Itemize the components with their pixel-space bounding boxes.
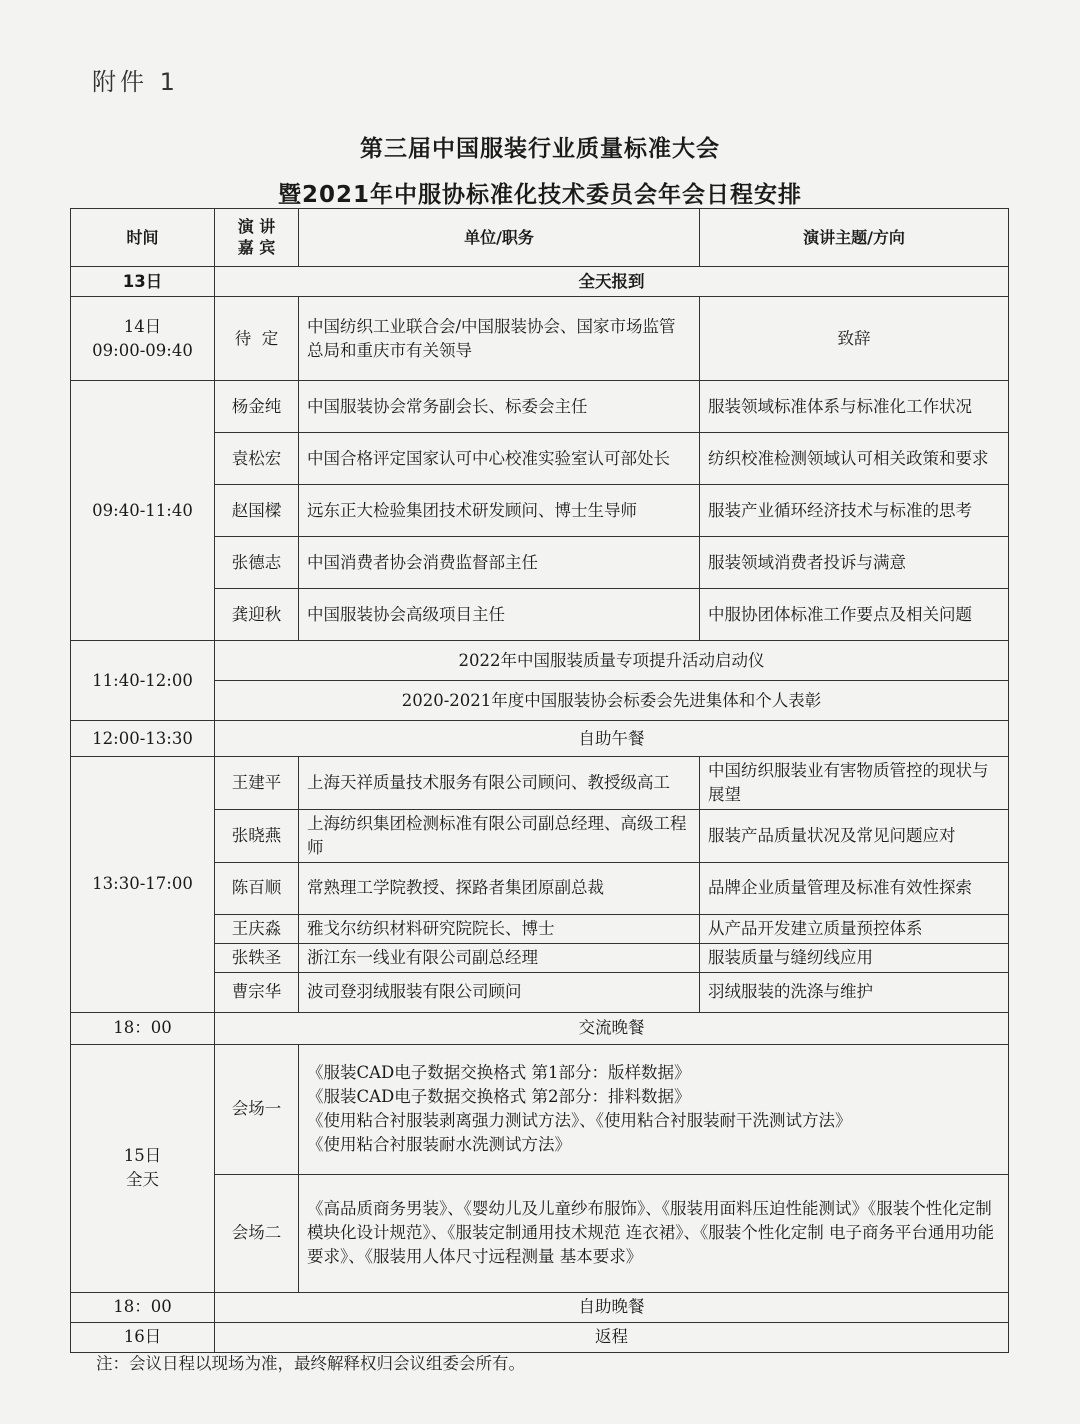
header-org: 单位/职务 <box>299 209 700 267</box>
event-cell: 2020-2021年度中国服装协会标委会先进集体和个人表彰 <box>215 681 1009 721</box>
time-cell: 11:40-12:00 <box>71 641 215 721</box>
standard-item: 《服装CAD电子数据交换格式 第2部分：排料数据》 <box>307 1087 691 1107</box>
event-cell: 返程 <box>215 1322 1009 1352</box>
topic-cell: 服装质量与缝纫线应用 <box>700 943 1009 972</box>
event-cell: 交流晚餐 <box>215 1012 1009 1044</box>
topic-cell: 羽绒服装的洗涤与维护 <box>700 972 1009 1012</box>
topic-cell: 服装领域标准体系与标准化工作状况 <box>700 381 1009 433</box>
venue-cell: 会场一 <box>215 1044 299 1174</box>
header-topic: 演讲主题/方向 <box>700 209 1009 267</box>
schedule-table <box>70 208 1009 1353</box>
topic-cell: 纺织校准检测领域认可相关政策和要求 <box>700 433 1009 485</box>
event-cell: 全天报到 <box>215 267 1009 297</box>
topic-cell: 服装产业循环经济技术与标准的思考 <box>700 485 1009 537</box>
topic-cell: 从产品开发建立质量预控体系 <box>700 914 1009 943</box>
standard-item: 《使用粘合衬服装耐水洗测试方法》 <box>307 1134 571 1154</box>
org-cell: 上海纺织集团检测标准有限公司副总经理、高级工程师 <box>299 809 700 862</box>
topic-cell: 致辞 <box>700 297 1009 381</box>
speaker-cell: 赵国樑 <box>215 485 299 537</box>
speaker-cell: 袁松宏 <box>215 433 299 485</box>
attachment-label: 附件 1 <box>92 68 179 96</box>
event-cell: 2022年中国服装质量专项提升活动启动仪 <box>215 641 1009 681</box>
speaker-cell: 杨金纯 <box>215 381 299 433</box>
document-title-line2: 暨2021年中服协标准化技术委员会年会日程安排 <box>277 182 802 208</box>
speaker-cell: 待 定 <box>215 297 299 381</box>
standard-item: 《使用粘合衬服装剥离强力测试方法》、《使用粘合衬服装耐干洗测试方法》 <box>307 1111 852 1131</box>
speaker-cell: 张晓燕 <box>215 809 299 862</box>
speaker-cell: 张轶圣 <box>215 943 299 972</box>
org-cell: 中国服装协会高级项目主任 <box>299 589 700 641</box>
table-row <box>71 757 1009 810</box>
header-time: 时间 <box>71 209 215 267</box>
speaker-cell: 王庆淼 <box>215 914 299 943</box>
time-cell: 18：00 <box>71 1012 215 1044</box>
venue-cell: 会场二 <box>215 1174 299 1292</box>
org-cell: 波司登羽绒服装有限公司顾问 <box>299 972 700 1012</box>
header-speaker <box>215 209 299 267</box>
org-cell: 上海天祥质量技术服务有限公司顾问、教授级高工 <box>299 757 700 810</box>
org-cell: 中国服装协会常务副会长、标委会主任 <box>299 381 700 433</box>
topic-cell: 中国纺织服装业有害物质管控的现状与展望 <box>700 757 1009 810</box>
org-cell: 中国纺织工业联合会/中国服装协会、国家市场监管总局和重庆市有关领导 <box>299 297 700 381</box>
speaker-cell: 王建平 <box>215 757 299 810</box>
org-cell: 中国合格评定国家认可中心校准实验室认可部处长 <box>299 433 700 485</box>
topic-cell: 品牌企业质量管理及标准有效性探索 <box>700 862 1009 914</box>
table-row <box>71 1012 1009 1044</box>
table-row <box>71 641 1009 681</box>
speaker-cell: 张德志 <box>215 537 299 589</box>
event-cell: 自助晚餐 <box>215 1292 1009 1322</box>
org-cell: 常熟理工学院教授、探路者集团原副总裁 <box>299 862 700 914</box>
header-speaker-line1: 演 讲 <box>237 216 276 236</box>
time-cell: 18：00 <box>71 1292 215 1322</box>
time-range: 09:00-09:40 <box>92 340 193 360</box>
table-row <box>71 381 1009 433</box>
standard-item: 《服装CAD电子数据交换格式 第1部分：版样数据》 <box>307 1063 691 1083</box>
topic-cell: 服装产品质量状况及常见问题应对 <box>700 809 1009 862</box>
time-cell <box>71 297 215 381</box>
time-day: 15日 <box>123 1146 162 1166</box>
speaker-cell: 曹宗华 <box>215 972 299 1012</box>
standards-list <box>299 1044 1009 1174</box>
org-cell: 雅戈尔纺织材料研究院院长、博士 <box>299 914 700 943</box>
org-cell: 中国消费者协会消费监督部主任 <box>299 537 700 589</box>
time-cell <box>71 1044 215 1292</box>
table-header-row <box>71 209 1009 267</box>
footnote: 注：会议日程以现场为准，最终解释权归会议组委会所有。 <box>96 1354 525 1373</box>
speaker-cell: 龚迎秋 <box>215 589 299 641</box>
time-cell: 13:30-17:00 <box>71 757 215 1013</box>
time-range: 全天 <box>126 1170 159 1190</box>
org-cell: 远东正大检验集团技术研发顾问、博士生导师 <box>299 485 700 537</box>
document-title-line1: 第三届中国服装行业质量标准大会 <box>360 136 720 162</box>
topic-cell: 服装领域消费者投诉与满意 <box>700 537 1009 589</box>
header-speaker-line2: 嘉 宾 <box>237 237 276 257</box>
table-row <box>71 1044 1009 1174</box>
time-cell: 12:00-13:30 <box>71 721 215 757</box>
time-cell: 13日 <box>71 267 215 297</box>
table-row <box>71 721 1009 757</box>
time-cell: 09:40-11:40 <box>71 381 215 641</box>
time-cell: 16日 <box>71 1322 215 1352</box>
standards-list: 《高品质商务男装》、《婴幼儿及儿童纱布服饰》、《服装用面料压迫性能测试》《服装个性化定制 模块化设计规范》、《服装定制通用技术规范 连衣裙》、《服装个性化定制 电子商务平台通用功能要求》、《服装用人体尺寸远程测量 基本要求》 <box>299 1174 1009 1292</box>
table-row <box>71 297 1009 381</box>
table-row <box>71 1292 1009 1322</box>
table-row <box>71 267 1009 297</box>
event-cell: 自助午餐 <box>215 721 1009 757</box>
speaker-cell: 陈百顺 <box>215 862 299 914</box>
time-day: 14日 <box>123 316 162 336</box>
org-cell: 浙江东一线业有限公司副总经理 <box>299 943 700 972</box>
topic-cell: 中服协团体标准工作要点及相关问题 <box>700 589 1009 641</box>
table-row <box>71 1322 1009 1352</box>
